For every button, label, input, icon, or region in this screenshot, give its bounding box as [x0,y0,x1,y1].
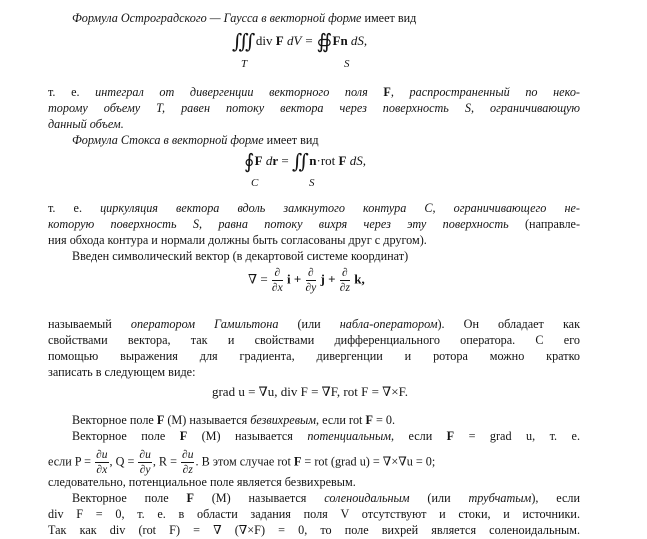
solenoidal-definition-line-1: Векторное поле F (M) называется соленоидальным (или трубчатым), если [72,491,580,505]
ostrogradsky-explanation-line-1: т. е. интеграл от дивергенции векторного поля F, распространенный по неко- [48,85,580,99]
operators-formula: grad u = ∇u, div F = ∇F, rot F = ∇×F. [211,384,409,399]
solenoidal-definition-line-2: div F = 0, т. е. в области задания поля V отсутствуют и стоки, и источники. [48,507,580,521]
potential-definition-line-2: если P = $\frac{\partial u}{\partial x}$ , Q = $\frac{\partial u}{\partial y}$ , R = $\frac{\partial u}{\partial z}$ . В этом случае rot F = rot (grad u) = ∇×∇u = 0; [48,449,436,476]
sub-T: T [241,58,248,70]
sub-S2: S [309,177,315,189]
ostrogradsky-formula: ∭ div F dV = ∯ Fn dS, [232,31,368,53]
potential-definition-line-3: следовательно, потенциальное поле является безвихревым. [48,475,356,489]
hamilton-line-3: помощью выражения для градиента, дивергенции и ротора можно кратко [48,349,580,363]
hamilton-line-2: свойствами вектора, так и свойствами дифференциального оператора. С его [48,333,580,347]
irrotational-definition: Векторное поле F (M) называется безвихревым, если rot F = 0. [72,413,396,427]
nabla-intro: Введен символический вектор (в декартовой системе координат) [72,249,409,263]
ostrogradsky-explanation-line-3: данный объем. [48,117,124,131]
stokes-explanation-line-1: т. е. циркуляция вектора вдоль замкнутого контура C, ограничивающего не- [48,201,580,215]
hamilton-line-1: называемый оператором Гамильтона (или набла-оператором). Он обладает как [48,317,581,331]
sub-S: S [344,58,350,70]
potential-definition-line-1: Векторное поле F (M) называется потенциальным, если F = grad u, т. е. [72,429,580,443]
ostrogradsky-heading: Формула Остроградского — Гаусса в векторной форме имеет вид [72,11,417,25]
solenoidal-definition-line-3: Так как div (rot F) = ∇ (∇×F) = 0, то поле вихрей является соленоидальным. [48,523,580,537]
ostrogradsky-explanation-line-2: торому объему T, равен потоку вектора через поверхность S, ограничивающую [48,101,580,115]
stokes-formula: ∮ F dr = ∬ n·rot F dS, [244,151,366,173]
stokes-heading: Формула Стокса в векторной форме имеет вид [72,133,319,147]
stokes-explanation-line-2: которую поверхность S, равна потоку вихря через эту поверхность (направле- [48,217,580,231]
hamilton-line-4: записать в следующем виде: [48,365,196,379]
nabla-formula: ∇ = ∂ ∂x i + ∂ ∂y j + ∂ ∂z k, [248,267,365,294]
sub-C: C [251,177,259,189]
stokes-explanation-line-3: ния обхода контура и нормали должны быть согласованы друг с другом). [48,233,427,247]
